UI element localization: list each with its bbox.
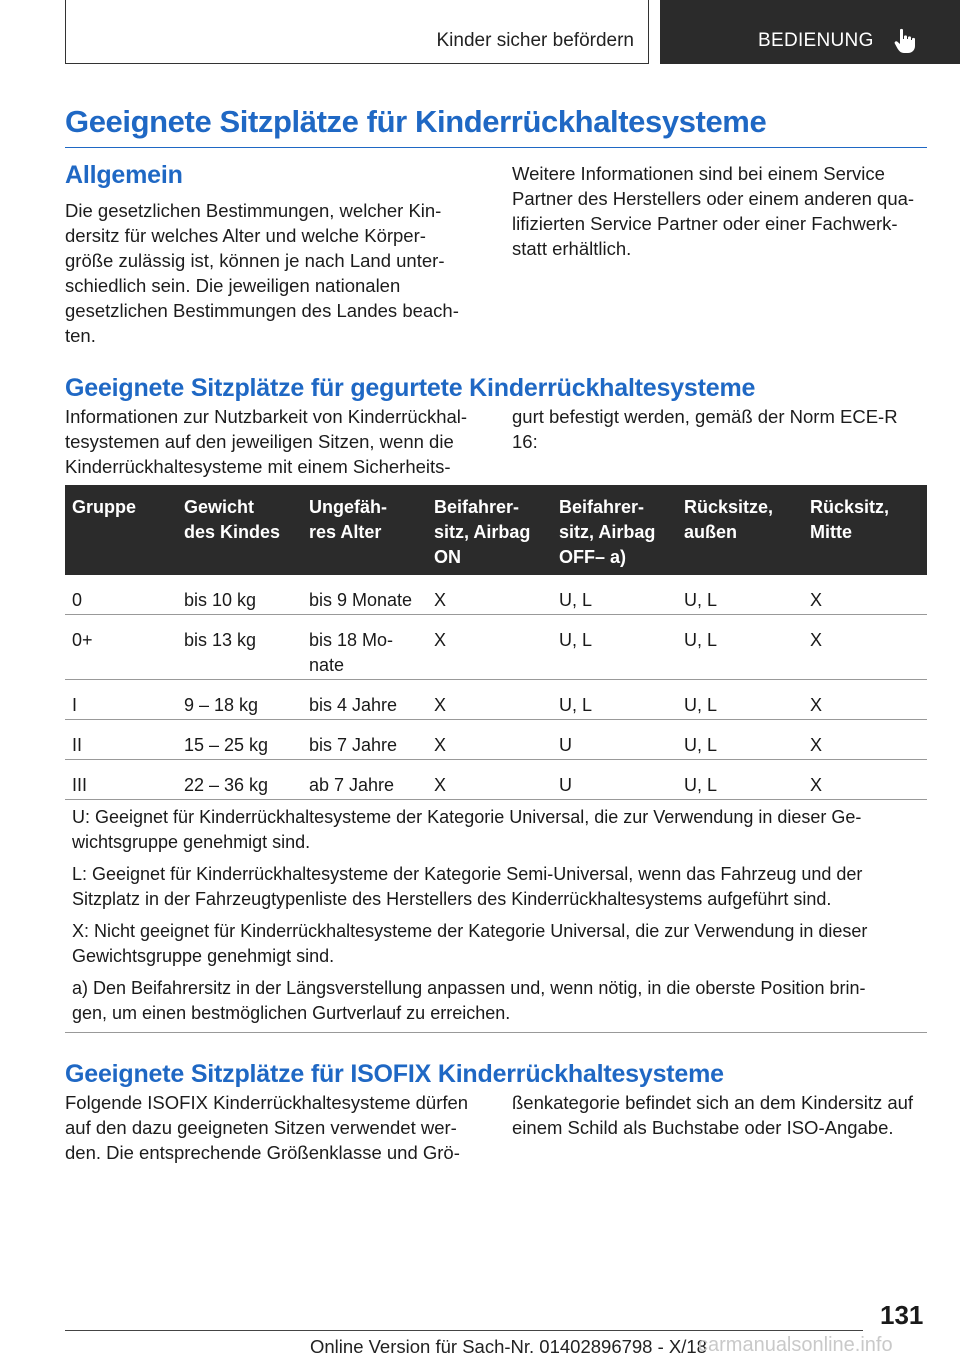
- section-tab-label: Kinder sicher befördern: [436, 30, 634, 51]
- isofix-heading: Geeignete Sitzplätze für ISOFIX Kinderrückhaltesysteme: [65, 1060, 724, 1088]
- column-header-line: Rücksitze,: [684, 497, 774, 517]
- note-line: gen, um einen bestmöglichen Gurtverlauf zu erreichen.: [72, 1003, 511, 1023]
- table-cell-line: U, L: [684, 695, 718, 715]
- note-line: a) Den Beifahrersitz in der Längsverstellung anpassen und, wenn nötig, in die oberste Position brin-: [72, 978, 866, 998]
- table-row: [65, 615, 927, 680]
- table-cell-line: X: [434, 630, 447, 650]
- paragraph-line: Informationen zur Nutzbarkeit von Kinderrückhal-: [65, 406, 468, 427]
- hand-pointer-icon: [894, 28, 916, 54]
- table-row: [65, 680, 927, 720]
- table-cell: [184, 733, 268, 758]
- table-cell-line: bis 7 Jahre: [309, 735, 398, 755]
- watermark: carmanualsonline.info: [698, 1334, 893, 1356]
- table-note: [72, 976, 922, 1026]
- table-row: [65, 720, 927, 760]
- table-cell-line: bis 18 Mo-: [309, 630, 394, 650]
- page-header: [0, 0, 960, 66]
- paragraph-line: ßenkategorie befindet sich an dem Kindersitz auf: [512, 1092, 914, 1113]
- table-row: [65, 760, 927, 800]
- table-cell: [309, 733, 397, 758]
- table-cell: [72, 588, 82, 613]
- table-cell: [559, 693, 592, 718]
- column-header-line: sitz, Airbag: [434, 522, 531, 542]
- column-header-line: des Kindes: [184, 522, 281, 542]
- isofix-col2: [512, 1090, 913, 1140]
- table-cell-line: bis 4 Jahre: [309, 695, 398, 715]
- paragraph-line: einem Schild als Buchstabe oder ISO-Angabe.: [512, 1117, 894, 1138]
- column-header-line: sitz, Airbag: [559, 522, 656, 542]
- paragraph-line: tesystemen auf den jeweiligen Sitzen, wenn die: [65, 431, 454, 452]
- column-header-line: Beifahrer-: [559, 497, 645, 517]
- paragraph-line: 16:: [512, 431, 538, 452]
- table-cell: [559, 628, 592, 653]
- title-rule: [65, 147, 927, 148]
- column-header: [684, 495, 773, 545]
- general-heading: Allgemein: [65, 161, 183, 189]
- note-line: X: Nicht geeignet für Kinderrückhaltesysteme der Kategorie Universal, die zur Verwendung in dieser: [72, 921, 868, 941]
- paragraph-line: lifizierten Service Partner oder einer Fachwerk-: [512, 213, 898, 234]
- table-cell-line: X: [434, 695, 447, 715]
- table-cell: [810, 628, 822, 653]
- table-header: [65, 485, 927, 575]
- table-cell: [810, 773, 822, 798]
- column-header-line: außen: [684, 522, 738, 542]
- belted-heading: Geeignete Sitzplätze für gegurtete Kinderrückhaltesysteme: [65, 374, 756, 402]
- table-cell-line: U, L: [684, 735, 718, 755]
- table-cell-line: I: [72, 695, 78, 715]
- chapter-tab-label: BEDIENUNG: [758, 30, 874, 51]
- column-header: [559, 495, 655, 570]
- table-cell: [434, 693, 446, 718]
- paragraph-line: schiedlich sein. Die jeweiligen nationalen: [65, 275, 401, 296]
- table-cell-line: X: [810, 695, 823, 715]
- general-col1: [65, 198, 459, 348]
- page-number: 131: [880, 1300, 924, 1330]
- table-cell: [559, 773, 572, 798]
- chapter-tab: [660, 0, 960, 64]
- table-cell-line: bis 13 kg: [184, 630, 257, 650]
- table-cell-line: bis 9 Monate: [309, 590, 413, 610]
- belted-col1: [65, 404, 467, 479]
- table-cell-line: U: [559, 775, 572, 795]
- table-body: [65, 575, 927, 800]
- table-cell: [559, 733, 572, 758]
- page-title: Geeignete Sitzplätze für Kinderrückhaltesysteme: [65, 104, 767, 139]
- column-header-line: Mitte: [810, 522, 852, 542]
- paragraph-line: Kinderrückhaltesysteme mit einem Sicherheits-: [65, 456, 451, 477]
- column-header: [434, 495, 530, 570]
- table-cell-line: U, L: [684, 775, 718, 795]
- table-cell-line: X: [810, 630, 823, 650]
- child-seat-table: [65, 485, 927, 800]
- table-cell-line: U, L: [559, 590, 593, 610]
- table-cell: [434, 588, 446, 613]
- table-notes: [72, 805, 922, 1033]
- table-cell-line: II: [72, 735, 83, 755]
- notes-rule: [65, 1032, 927, 1033]
- general-col2: [512, 161, 914, 261]
- table-cell: [309, 628, 393, 678]
- table-cell: [434, 628, 446, 653]
- table-cell: [184, 628, 256, 653]
- table-cell: [309, 588, 412, 613]
- table-cell-line: X: [810, 590, 823, 610]
- footer-text: Online Version für Sach-Nr. 01402896798 - X/18: [310, 1336, 707, 1357]
- table-cell: [184, 588, 256, 613]
- table-cell: [309, 773, 394, 798]
- table-row: [65, 575, 927, 615]
- table-cell: [684, 588, 717, 613]
- table-cell: [72, 628, 93, 653]
- table-cell-line: U, L: [684, 630, 718, 650]
- table-note: [72, 805, 922, 855]
- table-cell-line: 0: [72, 590, 83, 610]
- column-header-line: Gewicht: [184, 497, 255, 517]
- column-header-line: ON: [434, 547, 461, 567]
- table-cell: [184, 693, 258, 718]
- table-cell-line: X: [810, 775, 823, 795]
- column-header: [184, 495, 280, 545]
- paragraph-line: Partner des Herstellers oder einem anderen qua-: [512, 188, 915, 209]
- paragraph-line: den. Die entsprechende Größenklasse und Grö-: [65, 1142, 460, 1163]
- paragraph-line: gurt befestigt werden, gemäß der Norm ECE-R: [512, 406, 898, 427]
- table-cell-line: bis 10 kg: [184, 590, 257, 610]
- table-cell: [184, 773, 268, 798]
- paragraph-line: gesetzlichen Bestimmungen des Landes beach-: [65, 300, 459, 321]
- column-header-line: OFF– a): [559, 547, 627, 567]
- paragraph-line: Weitere Informationen sind bei einem Service: [512, 163, 885, 184]
- table-cell: [309, 693, 397, 718]
- section-tab: [65, 0, 649, 64]
- table-cell-line: U: [559, 735, 572, 755]
- belted-col2: [512, 404, 898, 454]
- footer-rule: [65, 1330, 863, 1331]
- table-cell-line: ab 7 Jahre: [309, 775, 395, 795]
- paragraph-line: statt erhältlich.: [512, 238, 632, 259]
- table-cell: [684, 773, 717, 798]
- column-header-line: Rücksitz,: [810, 497, 890, 517]
- table-cell: [810, 733, 822, 758]
- table-cell: [72, 733, 82, 758]
- note-line: Gewichtsgruppe genehmigt sind.: [72, 946, 335, 966]
- table-cell-line: X: [434, 775, 447, 795]
- table-cell-line: 22 – 36 kg: [184, 775, 269, 795]
- isofix-col1: [65, 1090, 468, 1165]
- note-line: wichtsgruppe genehmigt sind.: [72, 832, 311, 852]
- table-cell-line: III: [72, 775, 88, 795]
- paragraph-line: ten.: [65, 325, 96, 346]
- table-cell-line: U, L: [559, 630, 593, 650]
- column-header: [72, 495, 136, 520]
- table-cell: [684, 693, 717, 718]
- table-cell: [434, 733, 446, 758]
- table-cell: [810, 693, 822, 718]
- table-cell: [684, 628, 717, 653]
- table-cell-line: X: [434, 735, 447, 755]
- table-cell: [434, 773, 446, 798]
- table-cell-line: X: [810, 735, 823, 755]
- table-cell-line: nate: [309, 655, 345, 675]
- table-cell-line: 0+: [72, 630, 93, 650]
- table-cell-line: U, L: [559, 695, 593, 715]
- table-note: [72, 919, 922, 969]
- table-cell: [684, 733, 717, 758]
- paragraph-line: Die gesetzlichen Bestimmungen, welcher Kin-: [65, 200, 442, 221]
- table-cell: [810, 588, 822, 613]
- column-header-line: Gruppe: [72, 497, 137, 517]
- column-header-line: res Alter: [309, 522, 382, 542]
- table-note: [72, 862, 922, 912]
- paragraph-line: auf den dazu geeigneten Sitzen verwendet wer-: [65, 1117, 457, 1138]
- paragraph-line: größe zulässig ist, können je nach Land unter-: [65, 250, 445, 271]
- note-line: Sitzplatz in der Fahrzeugtypenliste des Herstellers des Kinderrückhaltesystems aufgeführt sind.: [72, 889, 832, 909]
- column-header: [810, 495, 889, 545]
- table-cell: [72, 773, 87, 798]
- paragraph-line: Folgende ISOFIX Kinderrückhaltesysteme dürfen: [65, 1092, 469, 1113]
- paragraph-line: dersitz für welches Alter und welche Körper-: [65, 225, 426, 246]
- table-cell-line: 9 – 18 kg: [184, 695, 259, 715]
- column-header: [309, 495, 387, 545]
- note-line: U: Geeignet für Kinderrückhaltesysteme der Kategorie Universal, die zur Verwendung in dieser Ge-: [72, 807, 862, 827]
- column-header-line: Beifahrer-: [434, 497, 520, 517]
- table-cell-line: X: [434, 590, 447, 610]
- table-cell-line: U, L: [684, 590, 718, 610]
- table-cell: [559, 588, 592, 613]
- note-line: L: Geeignet für Kinderrückhaltesysteme der Kategorie Semi-Universal, wenn das Fahrzeug und der: [72, 864, 863, 884]
- column-header-line: Ungefäh-: [309, 497, 387, 517]
- table-cell-line: 15 – 25 kg: [184, 735, 269, 755]
- table-cell: [72, 693, 77, 718]
